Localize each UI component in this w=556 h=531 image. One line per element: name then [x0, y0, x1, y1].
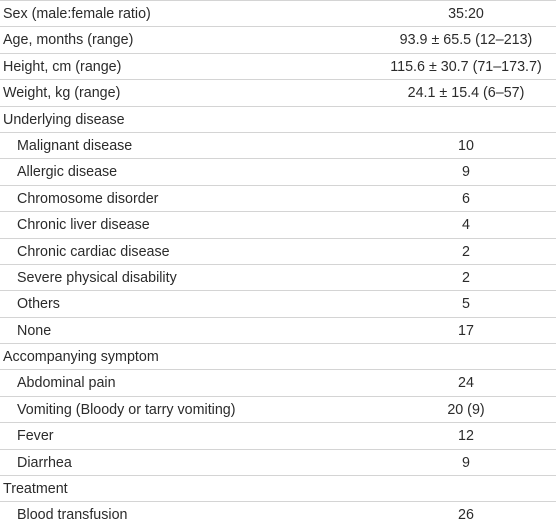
row-value: 9	[462, 164, 470, 181]
row-value: 24	[458, 375, 474, 392]
row-label: Fever	[17, 428, 54, 445]
table-row	[0, 423, 556, 449]
row-label: Weight, kg (range)	[3, 85, 121, 102]
row-label: Malignant disease	[17, 137, 133, 154]
row-value: 6	[462, 190, 470, 207]
row-value: 12	[458, 428, 474, 445]
table-row	[0, 186, 556, 212]
row-value: 26	[458, 507, 474, 524]
row-label: Blood transfusion	[17, 507, 128, 524]
table-row	[0, 450, 556, 476]
table-row	[0, 1, 556, 27]
table-row	[0, 502, 556, 528]
row-value: 115.6 ± 30.7 (71–173.7)	[390, 58, 542, 75]
row-value: 24.1 ± 15.4 (6–57)	[407, 85, 525, 102]
row-value: 2	[462, 269, 470, 286]
row-label: Chronic liver disease	[17, 217, 150, 234]
row-value: 10	[458, 137, 474, 154]
row-label: Chromosome disorder	[17, 190, 159, 207]
table-row	[0, 397, 556, 423]
section-header: Accompanying symptom	[3, 349, 159, 366]
row-label: Chronic cardiac disease	[17, 243, 170, 260]
table-row	[0, 54, 556, 80]
row-label: Severe physical disability	[17, 269, 177, 286]
row-value: 4	[462, 217, 470, 234]
row-value: 20 (9)	[447, 401, 485, 418]
table-row	[0, 265, 556, 291]
row-label: Age, months (range)	[3, 32, 134, 49]
table-row	[0, 159, 556, 185]
row-value: 9	[462, 454, 470, 471]
row-value: 2	[462, 243, 470, 260]
table-row	[0, 370, 556, 396]
row-value: 5	[462, 296, 470, 313]
table-row	[0, 291, 556, 317]
section-header-row	[0, 344, 556, 370]
row-label: None	[17, 322, 52, 339]
section-header: Underlying disease	[3, 111, 125, 128]
row-label: Others	[17, 296, 60, 313]
row-value: 93.9 ± 65.5 (12–213)	[399, 32, 533, 49]
row-value: 35:20	[448, 6, 484, 22]
table-row	[0, 80, 556, 106]
section-header-row	[0, 476, 556, 502]
table-row	[0, 318, 556, 344]
table-row	[0, 133, 556, 159]
row-label: Allergic disease	[17, 164, 118, 181]
section-header: Treatment	[3, 481, 68, 498]
row-value: 17	[458, 322, 474, 339]
table-row	[0, 239, 556, 265]
table-row	[0, 212, 556, 238]
section-header-row	[0, 107, 556, 133]
table-row	[0, 27, 556, 53]
row-label: Abdominal pain	[17, 375, 116, 392]
row-label: Sex (male:female ratio)	[3, 6, 151, 22]
row-label: Height, cm (range)	[3, 58, 122, 75]
row-label: Diarrhea	[17, 454, 72, 471]
row-label: Vomiting (Bloody or tarry vomiting)	[17, 401, 236, 418]
